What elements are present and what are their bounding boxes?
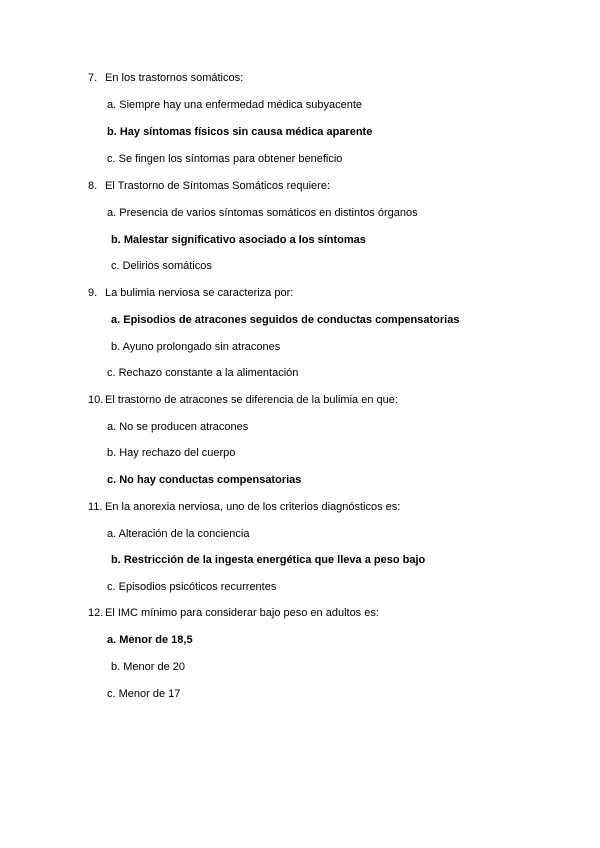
question-9-stem — [88, 286, 293, 300]
question-12-option-c: c. Menor de 17 — [107, 688, 181, 700]
question-7-option-b-correct: b. Hay síntomas físicos sin causa médica aparente — [107, 126, 373, 138]
question-text: En la anorexia nerviosa, uno de los criterios diagnósticos es: — [105, 501, 401, 513]
question-number: 9. — [88, 287, 98, 299]
question-7-option-c: c. Se fingen los síntomas para obtener beneficio — [107, 153, 343, 165]
question-number: 11. — [88, 501, 103, 513]
question-10-stem — [88, 393, 398, 407]
question-8-option-c: c. Delirios somáticos — [111, 260, 212, 272]
question-text: El IMC mínimo para considerar bajo peso en adultos es: — [105, 607, 379, 619]
question-8-option-a: a. Presencia de varios síntomas somáticos en distintos órganos — [107, 207, 418, 219]
question-number: 10. — [88, 394, 104, 406]
question-9-option-a-correct: a. Episodios de atracones seguidos de conductas compensatorias — [111, 314, 460, 326]
question-number: 7. — [88, 72, 98, 84]
question-7-option-a: a. Siempre hay una enfermedad médica subyacente — [107, 99, 362, 111]
question-number: 8. — [88, 180, 98, 192]
question-7-stem — [88, 71, 243, 85]
question-8-option-b-correct: b. Malestar significativo asociado a los síntomas — [111, 234, 366, 246]
question-12-option-b: b. Menor de 20 — [111, 661, 185, 673]
question-10-option-a: a. No se producen atracones — [107, 421, 249, 433]
question-9-option-b: b. Ayuno prolongado sin atracones — [111, 341, 281, 353]
question-9-option-c: c. Rechazo constante a la alimentación — [107, 367, 299, 379]
question-11-option-b-correct: b. Restricción de la ingesta energética que lleva a peso bajo — [111, 554, 426, 566]
question-8-stem — [88, 179, 330, 193]
question-text: La bulimia nerviosa se caracteriza por: — [105, 287, 294, 299]
question-10-option-b: b. Hay rechazo del cuerpo — [107, 447, 236, 459]
question-10-option-c-correct: c. No hay conductas compensatorias — [107, 474, 302, 486]
question-number: 12. — [88, 607, 104, 619]
question-12-option-a-correct: a. Menor de 18,5 — [107, 634, 193, 646]
question-text: En los trastornos somáticos: — [105, 72, 244, 84]
question-11-stem — [88, 500, 400, 514]
question-11-option-a: a. Alteración de la conciencia — [107, 528, 250, 540]
question-text: El trastorno de atracones se diferencia de la bulimia en que: — [105, 394, 398, 406]
question-text: El Trastorno de Síntomas Somáticos requiere: — [105, 180, 330, 192]
question-12-stem — [88, 606, 379, 620]
question-11-option-c: c. Episodios psicóticos recurrentes — [107, 581, 277, 593]
